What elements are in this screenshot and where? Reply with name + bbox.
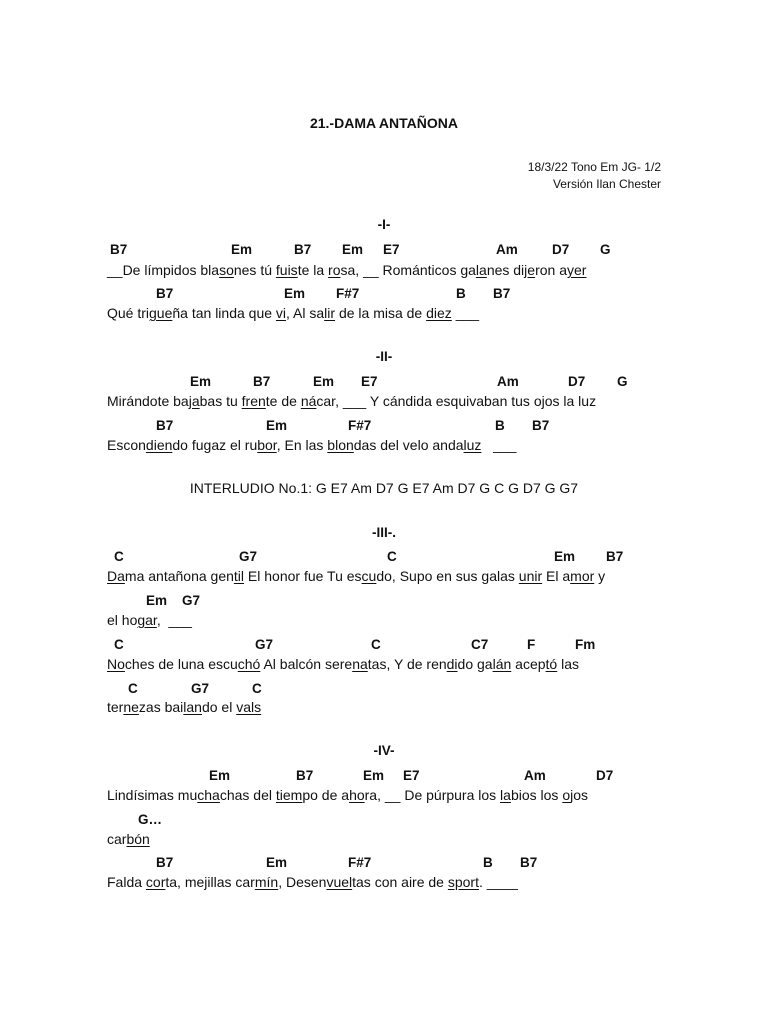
chord: B xyxy=(456,286,466,301)
chord: G xyxy=(600,242,611,257)
stressed-syllable: so xyxy=(219,262,234,278)
lyric-line-9 xyxy=(107,787,588,803)
lyric-text: bios los xyxy=(510,787,563,803)
chord: E7 xyxy=(361,374,378,389)
stressed-syllable: la xyxy=(500,787,511,803)
chord: C xyxy=(114,637,124,652)
chord: G… xyxy=(138,812,163,827)
stressed-syllable: ro xyxy=(328,262,341,278)
chord: Em xyxy=(342,242,364,257)
stressed-syllable: na xyxy=(352,656,368,672)
chord: C7 xyxy=(471,637,489,652)
chord: Em xyxy=(284,286,306,301)
lyric-text: nes di xyxy=(486,262,525,278)
lyric-text: , ___ xyxy=(156,612,192,628)
lyric-text: ___ xyxy=(481,437,517,453)
chord: B7 xyxy=(532,418,550,433)
stressed-syllable: di xyxy=(446,656,458,672)
chord: G7 xyxy=(255,637,274,652)
chord: B xyxy=(483,855,493,870)
stressed-syllable: til xyxy=(233,568,245,584)
interlude-line: INTERLUDIO No.1: G E7 Am D7 G E7 Am D7 G C G D7 G G7 xyxy=(189,480,579,496)
lyric-text: __De límpidos bla xyxy=(107,262,220,278)
lyric-text: do fugaz el ru xyxy=(172,437,258,453)
section-heading-2: -II- xyxy=(375,349,393,364)
stressed-syllable: o xyxy=(562,787,571,803)
chord: Am xyxy=(496,242,518,257)
stressed-syllable: vi xyxy=(275,305,287,321)
stressed-syllable: mín xyxy=(254,874,279,890)
chord: Em xyxy=(313,374,335,389)
stressed-syllable: gar xyxy=(137,612,157,628)
lyric-line-2 xyxy=(107,305,479,321)
stressed-syllable: lan xyxy=(183,699,202,715)
chord: C xyxy=(114,549,124,564)
lyric-text: car xyxy=(107,831,127,847)
stressed-syllable: cu xyxy=(361,568,377,584)
stressed-syllable: No xyxy=(107,656,125,672)
chord: B7 xyxy=(294,242,312,257)
lyric-text: Falda xyxy=(107,874,146,890)
stressed-syllable: ho xyxy=(349,787,365,803)
lyric-text: Lindísimas mu xyxy=(107,787,198,803)
chord: Em xyxy=(146,593,168,608)
stressed-syllable: lir xyxy=(324,305,336,321)
chord: B7 xyxy=(156,855,174,870)
chord: Em xyxy=(266,418,288,433)
lyric-text: , Al sa xyxy=(286,305,325,321)
chord: F xyxy=(527,637,536,652)
lyric-text: el ho xyxy=(107,612,138,628)
stressed-syllable: chó xyxy=(237,656,261,672)
stressed-syllable: la xyxy=(475,262,487,278)
stressed-syllable: yer xyxy=(567,262,587,278)
chord: Em xyxy=(266,855,288,870)
lyric-line-5 xyxy=(107,568,605,584)
stressed-syllable: fuis xyxy=(275,262,298,278)
chord: C xyxy=(252,681,262,696)
lyric-text: chas del xyxy=(219,787,276,803)
lyric-text: de la misa de xyxy=(335,305,427,321)
stressed-syllable: dien xyxy=(145,437,173,453)
stressed-syllable: vuel xyxy=(326,874,353,890)
stressed-syllable: bor xyxy=(257,437,277,453)
lyric-text: po de a xyxy=(302,787,350,803)
song-title: 21.-DAMA ANTAÑONA xyxy=(309,115,459,131)
chord: F#7 xyxy=(348,418,372,433)
lyric-text: jos xyxy=(570,787,589,803)
stressed-syllable: mor xyxy=(570,568,595,584)
lyric-text: ta, mejillas car xyxy=(165,874,255,890)
header-version: Versión Ilan Chester xyxy=(552,177,661,191)
lyric-text: Qué tri xyxy=(107,305,150,321)
chord: Em xyxy=(554,549,576,564)
chord: Fm xyxy=(575,637,596,652)
chord: D7 xyxy=(552,242,570,257)
chord: C xyxy=(387,549,397,564)
chord: Em xyxy=(209,768,231,783)
chord: C xyxy=(128,681,138,696)
lyric-text: ches de luna escu xyxy=(124,656,238,672)
lyric-text: El a xyxy=(542,568,571,584)
chord: E7 xyxy=(383,242,400,257)
lyric-text: El honor fue Tu es xyxy=(244,568,362,584)
chord: B7 xyxy=(110,242,128,257)
chord: Em xyxy=(363,768,385,783)
stressed-syllable: gue xyxy=(149,305,173,321)
stressed-syllable: tiem xyxy=(275,787,303,803)
lyric-text: acep xyxy=(511,656,546,672)
lyric-text: zas bai xyxy=(138,699,184,715)
lyric-text: ___ xyxy=(451,305,480,321)
stressed-syllable: tó xyxy=(545,656,558,672)
lyric-text: ron a xyxy=(535,262,567,278)
chord: Em xyxy=(190,374,212,389)
lyric-text: te la xyxy=(297,262,329,278)
chord: B7 xyxy=(296,768,314,783)
chord: C xyxy=(371,637,381,652)
section-heading-4: -IV- xyxy=(373,743,395,758)
chord: E7 xyxy=(403,768,420,783)
lyric-text: ña tan linda que xyxy=(172,305,276,321)
lyric-text: tas con aire de xyxy=(352,874,448,890)
stressed-syllable: ne xyxy=(123,699,139,715)
lyric-text: y xyxy=(594,568,606,584)
lyric-line-3 xyxy=(107,393,596,409)
stressed-syllable: je xyxy=(524,262,536,278)
lyric-text: das del velo anda xyxy=(353,437,464,453)
chord: G7 xyxy=(191,681,210,696)
lyric-line-4 xyxy=(107,437,516,453)
stressed-syllable: fren xyxy=(241,393,266,409)
chord: B7 xyxy=(253,374,271,389)
stressed-syllable: ná xyxy=(300,393,317,409)
lyric-text: bas tu xyxy=(199,393,242,409)
lyric-line-8 xyxy=(107,699,261,715)
lyric-text: do ga xyxy=(457,656,493,672)
section-heading-3: -III-. xyxy=(372,525,396,540)
chord: B7 xyxy=(520,855,538,870)
chord: D7 xyxy=(568,374,586,389)
chord: B7 xyxy=(156,286,174,301)
lyric-line-1 xyxy=(107,262,586,278)
lyric-text: do, Supo en sus galas xyxy=(376,568,519,584)
lyric-text: do el xyxy=(201,699,237,715)
lyric-text: ter xyxy=(107,699,124,715)
lyric-text: nes tú xyxy=(233,262,276,278)
chord: B7 xyxy=(606,549,624,564)
chord: B7 xyxy=(493,286,511,301)
lyric-text: Al balcón sere xyxy=(260,656,353,672)
lyric-text: Escon xyxy=(107,437,146,453)
lyric-text: car, ___ Y cándida esquivaban tus ojos la luz xyxy=(316,393,597,409)
lyric-text: sa, __ Románticos ga xyxy=(340,262,476,278)
chord: G xyxy=(617,374,628,389)
lyric-text: , En las xyxy=(276,437,328,453)
stressed-syllable: vals xyxy=(236,699,262,715)
chord: Em xyxy=(231,242,253,257)
stressed-syllable: sport xyxy=(447,874,479,890)
lyric-line-7 xyxy=(107,656,579,672)
stressed-syllable: unir xyxy=(518,568,543,584)
lyric-line-11 xyxy=(107,874,518,890)
stressed-syllable: diez xyxy=(426,305,452,321)
chord: B7 xyxy=(156,418,174,433)
chord: Am xyxy=(497,374,519,389)
stressed-syllable: blon xyxy=(327,437,354,453)
lyric-text: ra, __ De púrpura los xyxy=(364,787,501,803)
chord: F#7 xyxy=(336,286,360,301)
lyric-text: las xyxy=(557,656,580,672)
stressed-syllable: bón xyxy=(126,831,150,847)
stressed-syllable: cha xyxy=(197,787,220,803)
chord: B xyxy=(495,418,505,433)
stressed-syllable: Da xyxy=(107,568,125,584)
lyric-text: tas, Y de ren xyxy=(367,656,447,672)
section-heading-1: -I- xyxy=(377,217,391,232)
chord: Am xyxy=(524,768,546,783)
chord: G7 xyxy=(182,593,201,608)
lyric-line-6 xyxy=(107,612,192,628)
lyric-line-10 xyxy=(107,831,150,847)
lyric-text: ma antañona gen xyxy=(124,568,234,584)
stressed-syllable: ja xyxy=(188,393,200,409)
chord: G7 xyxy=(239,549,258,564)
lyric-text: . ____ xyxy=(478,874,518,890)
lyric-text: te de xyxy=(265,393,301,409)
stressed-syllable: cor xyxy=(145,874,166,890)
lyric-text: , Desen xyxy=(278,874,327,890)
stressed-syllable: luz xyxy=(463,437,482,453)
chord: F#7 xyxy=(348,855,372,870)
header-date-key: 18/3/22 Tono Em JG- 1/2 xyxy=(527,160,661,174)
stressed-syllable: lán xyxy=(492,656,512,672)
chord: D7 xyxy=(596,768,614,783)
lyric-text: Mirándote ba xyxy=(107,393,189,409)
